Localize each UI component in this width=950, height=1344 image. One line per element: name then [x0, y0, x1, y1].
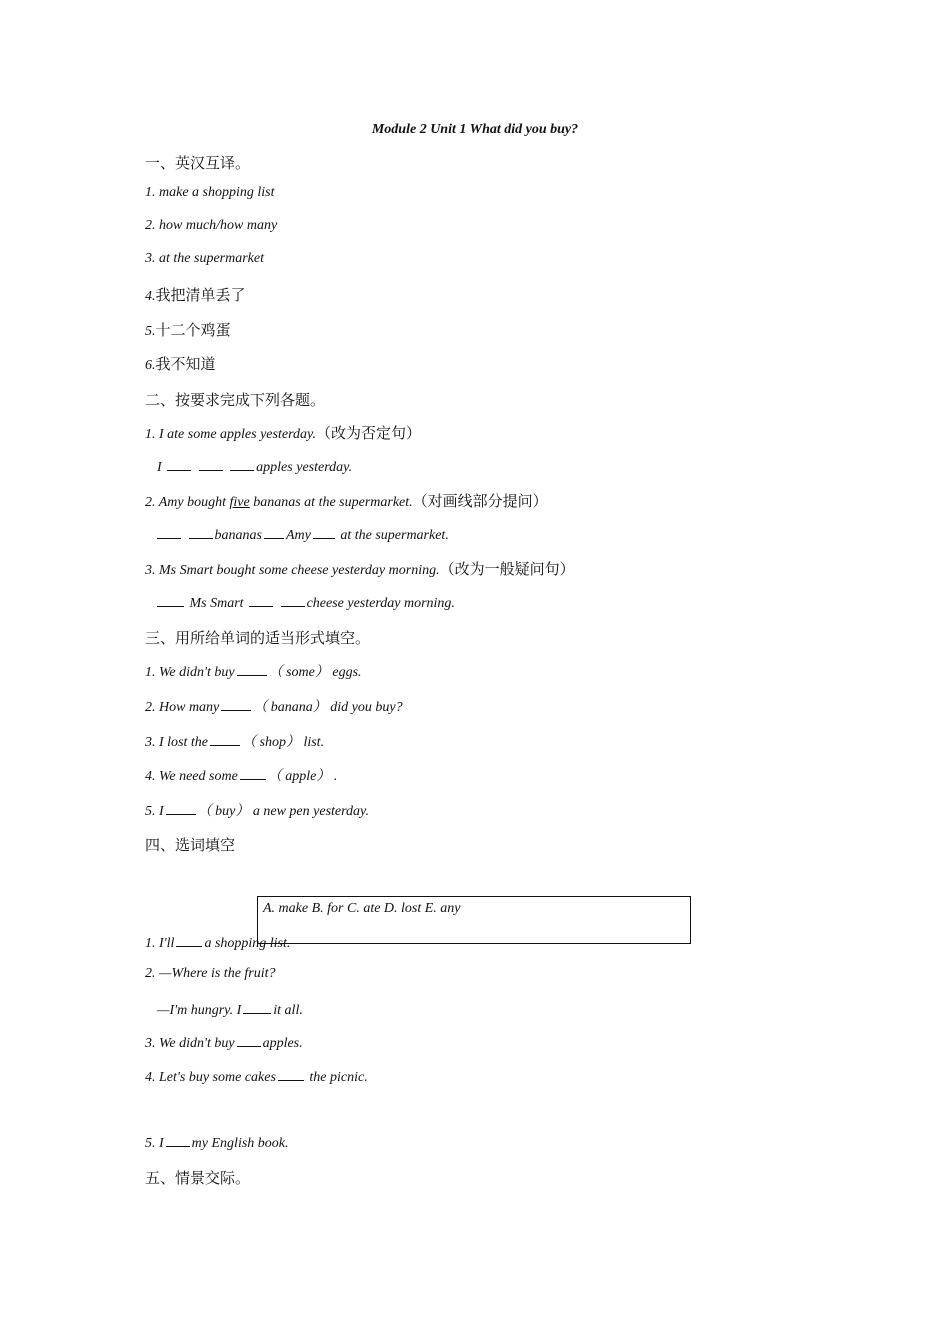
s2-answer-2: bananas Amy at the supermarket. [155, 525, 449, 544]
answer-blank[interactable] [313, 525, 335, 539]
s4-question-5: 5. I my English book. [145, 1133, 289, 1152]
word-options: A. make B. for C. ate D. lost E. any [263, 901, 461, 916]
underlined-word: five [229, 495, 250, 510]
answer-blank[interactable] [166, 1133, 190, 1147]
s1-item-5: 5.十二个鸡蛋 [145, 321, 231, 339]
s3-question-5: 5. I （ buy） a new pen yesterday. [145, 800, 369, 820]
section-3-heading: 三、用所给单词的适当形式填空。 [145, 629, 371, 647]
s2-question-1: 1. I ate some apples yesterday.（改为否定句） [145, 424, 421, 442]
answer-blank[interactable] [264, 525, 284, 539]
s3-question-4: 4. We need some （ apple） . [145, 765, 337, 785]
answer-blank[interactable] [249, 593, 273, 607]
s4-question-3: 3. We didn't buy apples. [145, 1033, 303, 1052]
answer-blank[interactable] [166, 801, 196, 815]
s1-item-1: 1. make a shopping list [145, 185, 275, 200]
section-4-heading: 四、选词填空 [145, 836, 236, 854]
s4-question-4: 4. Let's buy some cakes the picnic. [145, 1067, 368, 1086]
answer-blank[interactable] [221, 697, 251, 711]
s2-question-2: 2. Amy bought five bananas at the supermarket.（对画线部分提问） [145, 492, 548, 510]
s4-question-1: 1. I'll a shopping list. [145, 933, 290, 952]
s3-question-3: 3. I lost the （ shop） list. [145, 731, 324, 751]
answer-blank[interactable] [167, 457, 191, 471]
s4-question-2: 2. —Where is the fruit? [145, 966, 276, 981]
answer-blank[interactable] [243, 1000, 271, 1014]
s3-question-1: 1. We didn't buy （ some） eggs. [145, 661, 362, 681]
answer-blank[interactable] [230, 457, 254, 471]
section-1-heading: 一、英汉互译。 [145, 154, 251, 172]
answer-blank[interactable] [157, 525, 181, 539]
s2-answer-1: I apples yesterday. [157, 457, 352, 476]
answer-blank[interactable] [281, 593, 305, 607]
s1-item-6: 6.我不知道 [145, 355, 216, 373]
answer-blank[interactable] [278, 1067, 304, 1081]
s3-question-2: 2. How many （ banana） did you buy? [145, 696, 403, 716]
section-2-heading: 二、按要求完成下列各题。 [145, 391, 326, 409]
answer-blank[interactable] [189, 525, 213, 539]
answer-blank[interactable] [199, 457, 223, 471]
s1-item-2: 2. how much/how many [145, 218, 278, 233]
answer-blank[interactable] [210, 732, 240, 746]
answer-blank[interactable] [157, 593, 184, 607]
answer-blank[interactable] [240, 766, 266, 780]
s2-answer-3: Ms Smart cheese yesterday morning. [155, 593, 455, 612]
word-options-box [257, 896, 691, 944]
section-5-heading: 五、情景交际。 [145, 1169, 251, 1187]
answer-blank[interactable] [237, 1033, 261, 1047]
page-title: Module 2 Unit 1 What did you buy? [371, 122, 579, 137]
s1-item-3: 3. at the supermarket [145, 251, 264, 266]
s1-item-4: 4.我把清单丢了 [145, 286, 246, 304]
s4-question-2-reply: —I'm hungry. I it all. [157, 1000, 303, 1019]
s2-question-3: 3. Ms Smart bought some cheese yesterday morning.（改为一般疑问句） [145, 560, 575, 578]
answer-blank[interactable] [237, 662, 267, 676]
answer-blank[interactable] [176, 933, 202, 947]
